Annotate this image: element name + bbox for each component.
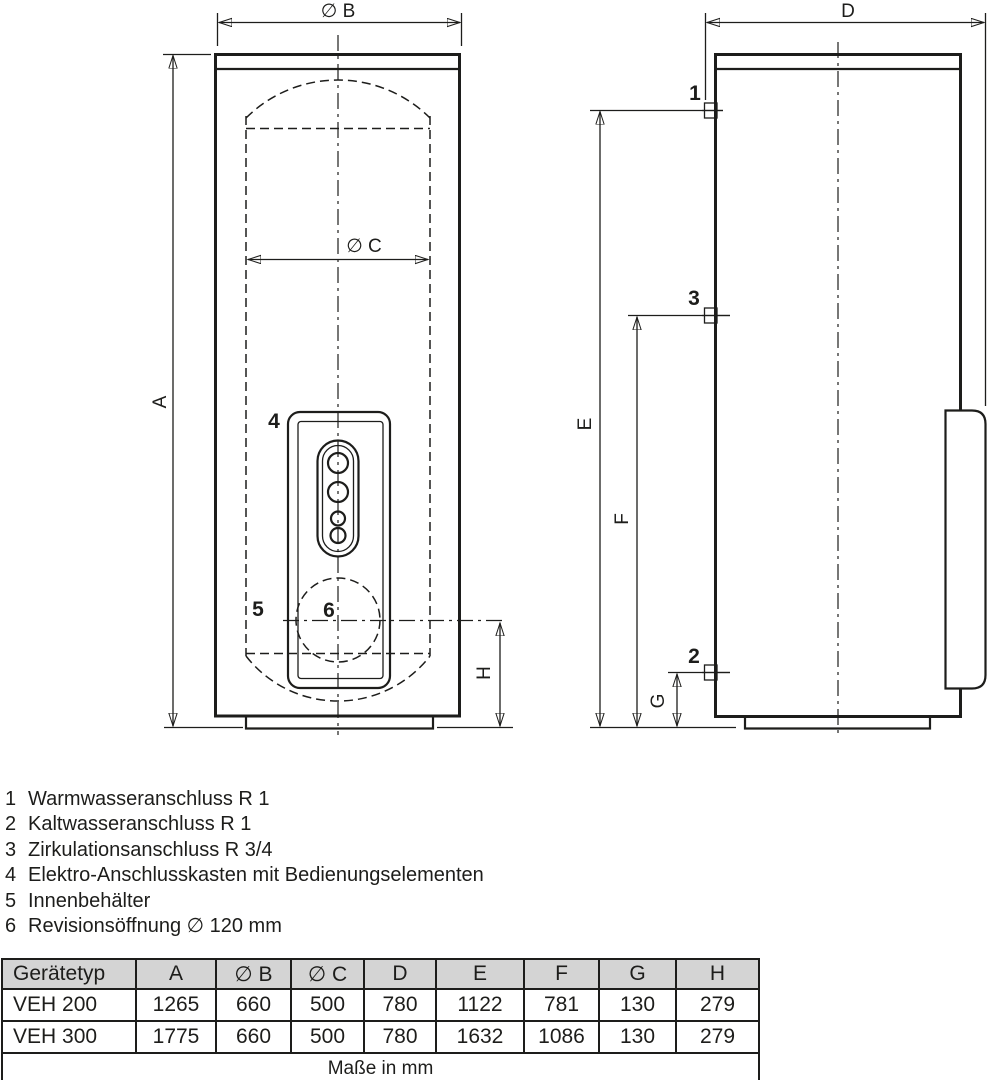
value-cell: 660 xyxy=(216,989,291,1021)
legend-item-text: Kaltwasseranschluss R 1 xyxy=(28,813,252,836)
device-type-cell: VEH 300 xyxy=(2,1021,136,1053)
table-header-a: A xyxy=(136,959,216,989)
dim-a-label: A xyxy=(150,395,171,409)
value-cell: 1632 xyxy=(436,1021,524,1053)
callout-5-label: 5 xyxy=(252,598,264,621)
table-header-d: D xyxy=(364,959,436,989)
legend-item xyxy=(5,914,484,939)
table-footer-row xyxy=(2,1053,759,1080)
control-box xyxy=(288,412,390,688)
legend-item-number: 5 xyxy=(5,889,17,912)
value-cell: 500 xyxy=(291,1021,364,1053)
legend-item-number: 3 xyxy=(5,838,17,861)
table-row-veh300 xyxy=(2,1021,759,1053)
table-header-f: F xyxy=(524,959,599,989)
legend-item xyxy=(5,838,484,863)
tank-base-front xyxy=(246,717,433,729)
legend xyxy=(5,787,484,939)
value-cell: 1775 xyxy=(136,1021,216,1053)
value-cell: 781 xyxy=(524,989,599,1021)
units-note: Maße in mm xyxy=(2,1053,759,1080)
dimensions-table xyxy=(1,958,760,1080)
legend-item xyxy=(5,863,484,888)
dim-d-label: D xyxy=(841,1,855,22)
callout-6-label: 6 xyxy=(323,599,335,622)
callout-1-label: 1 xyxy=(689,82,701,105)
tank-outline-side xyxy=(716,55,961,717)
table-header-g: G xyxy=(599,959,676,989)
legend-item-number: 4 xyxy=(5,864,17,887)
callout-3-label: 3 xyxy=(688,287,700,310)
legend-item-text: Zirkulationsanschluss R 3/4 xyxy=(28,838,273,861)
table-header-row xyxy=(2,959,759,989)
value-cell: 780 xyxy=(364,989,436,1021)
dim-b-label: ∅ B xyxy=(320,1,356,22)
legend-item-number: 1 xyxy=(5,788,17,810)
table-row-veh200 xyxy=(2,989,759,1021)
dim-h-label: H xyxy=(474,666,495,680)
legend-item-text: Revisionsöffnung ∅ 120 mm xyxy=(28,915,282,938)
value-cell: 279 xyxy=(676,989,759,1021)
wall-bracket xyxy=(946,411,986,689)
device-type-cell: VEH 200 xyxy=(2,989,136,1021)
legend-item xyxy=(5,889,484,914)
dim-c-label: ∅ C xyxy=(346,236,382,257)
table-header-b: ∅ B xyxy=(216,959,291,989)
value-cell: 780 xyxy=(364,1021,436,1053)
value-cell: 130 xyxy=(599,1021,676,1053)
value-cell: 500 xyxy=(291,989,364,1021)
legend-item-text: Warmwasseranschluss R 1 xyxy=(28,788,270,810)
table-header-h: H xyxy=(676,959,759,989)
dim-f-label: F xyxy=(612,513,633,525)
legend-item-text: Innenbehälter xyxy=(28,889,151,912)
value-cell: 1086 xyxy=(524,1021,599,1053)
callout-2-label: 2 xyxy=(688,645,700,668)
callout-4-label: 4 xyxy=(268,410,280,433)
value-cell: 660 xyxy=(216,1021,291,1053)
legend-item-text: Elektro-Anschlusskasten mit Bedienungselementen xyxy=(28,864,484,887)
legend-item xyxy=(5,787,484,812)
legend-item-number: 6 xyxy=(5,915,17,938)
side-view xyxy=(575,1,986,733)
value-cell: 279 xyxy=(676,1021,759,1053)
dim-e-label: E xyxy=(575,417,596,431)
table-header-e: E xyxy=(436,959,524,989)
front-view xyxy=(150,1,513,735)
value-cell: 1122 xyxy=(436,989,524,1021)
table-header-geraetetyp: Gerätetyp xyxy=(2,959,136,989)
value-cell: 130 xyxy=(599,989,676,1021)
legend-item-number: 2 xyxy=(5,813,17,836)
dim-g-label: G xyxy=(648,693,669,709)
table-header-c: ∅ C xyxy=(291,959,364,989)
legend-item xyxy=(5,812,484,837)
value-cell: 1265 xyxy=(136,989,216,1021)
